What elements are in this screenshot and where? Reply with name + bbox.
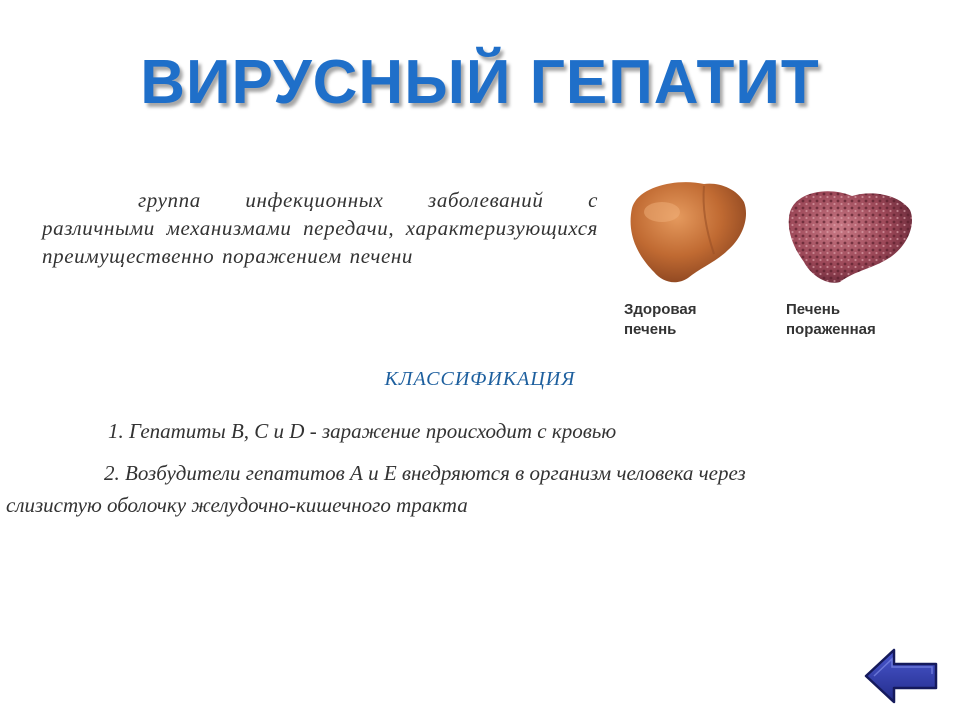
diseased-liver-figure <box>780 178 940 348</box>
healthy-liver-image <box>618 178 758 288</box>
classification-heading-text: КЛАССИФИКАЦИЯ <box>384 368 576 390</box>
healthy-liver-figure <box>618 178 778 348</box>
definition-text: группа инфекционных заболеваний с различными механизмами передачи, характеризующихся преимущественно поражением печени <box>42 188 598 268</box>
diseased-liver-caption <box>786 300 940 340</box>
healthy-caption-line2: печень <box>624 321 677 338</box>
classification-item-2-line1: 2. Возбудители гепатитов А и Е внедряются в организм человека через <box>104 461 746 485</box>
diseased-caption-line2: пораженная <box>786 321 876 338</box>
diseased-liver-image <box>780 178 920 288</box>
back-arrow-icon <box>864 646 940 706</box>
back-button[interactable] <box>864 646 940 706</box>
healthy-liver-caption <box>624 300 778 340</box>
classification-heading <box>0 368 960 391</box>
diseased-caption-line1: Печень <box>786 301 841 318</box>
classification-item-1: 1. Гепатиты В, С и D - заражение происходит с кровью <box>108 419 617 443</box>
healthy-caption-line1: Здоровая <box>624 301 697 318</box>
slide-title: ВИРУСНЫЙ ГЕПАТИТ <box>140 48 820 117</box>
classification-item-2-line2: слизистую оболочку желудочно-кишечного тракта <box>6 493 468 517</box>
